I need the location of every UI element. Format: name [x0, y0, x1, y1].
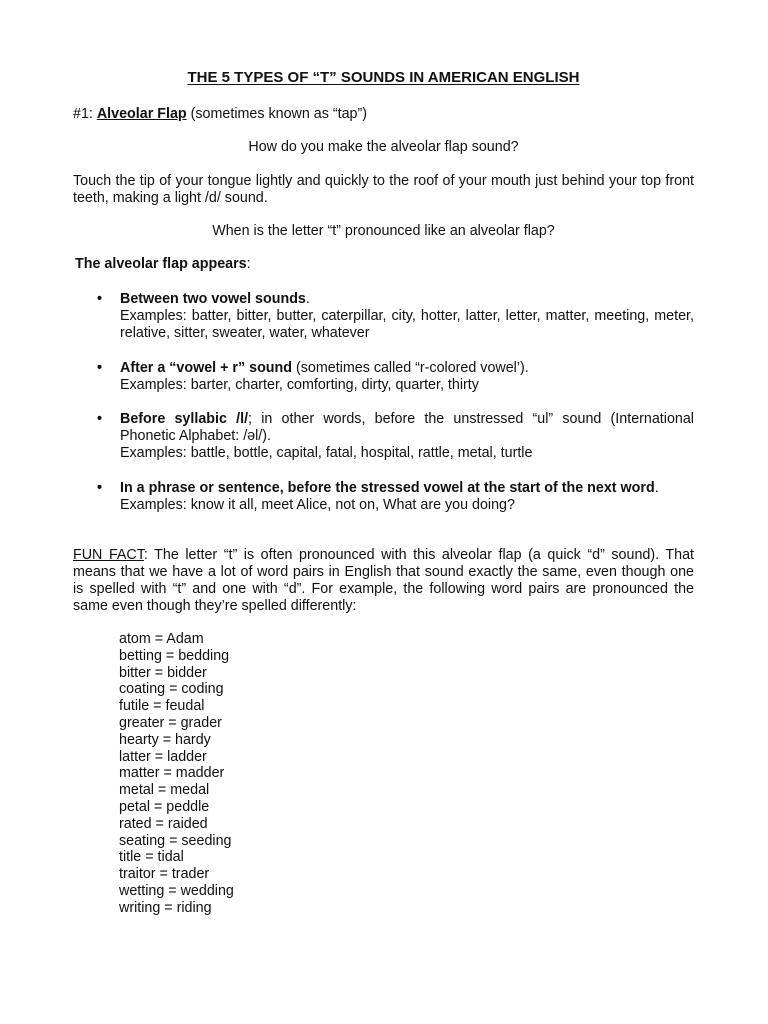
question-how: How do you make the alveolar flap sound?: [248, 139, 519, 155]
section-number: #1:: [73, 106, 97, 122]
bullet-body: [120, 480, 694, 514]
section-note: (sometimes known as “tap”): [186, 106, 368, 122]
list-item: hearty = hardy: [119, 731, 211, 748]
list-item: coating = coding: [119, 681, 224, 698]
list-item: bitter = bidder: [119, 664, 207, 681]
bullet-lead: After a “vowel + r” sound: [120, 360, 292, 376]
bullet-examples: Examples: battle, bottle, capital, fatal, hospital, rattle, metal, turtle: [120, 445, 533, 461]
bullet-lead: Between two vowel sounds: [120, 291, 306, 307]
list-item: latter = ladder: [119, 748, 207, 765]
list-item: traitor = trader: [119, 866, 210, 883]
appears-heading-colon: :: [246, 256, 251, 272]
fun-fact-text: : The letter “t” is often pronounced with this alveolar flap (a quick “d” sound). That means that we have a lot of word pairs in English that sound exactly the same, even though one is spelled with “t” and one with “d”. For example, the following word pairs are pronounced the same even though they’re spelled differently:: [73, 547, 694, 614]
list-item: wetting = wedding: [119, 882, 234, 899]
list-item: matter = madder: [119, 765, 225, 782]
list-item: seating = seeding: [119, 832, 232, 849]
list-item: petal = peddle: [119, 798, 210, 815]
bullet-rest: .: [654, 480, 659, 496]
question-when: When is the letter “t” pronounced like an alveolar flap?: [212, 223, 555, 239]
appears-heading-bold: The alveolar flap appears: [75, 256, 247, 272]
list-item: greater = grader: [119, 714, 222, 731]
bullet-rest: ; in other words, before the unstressed “ul” sound (International Phonetic Alphabet: /əl/).: [120, 411, 694, 444]
list-item: metal = medal: [119, 782, 210, 799]
bullet-rest: .: [305, 291, 310, 307]
list-item: rated = raided: [119, 815, 208, 832]
appears-heading: [75, 256, 251, 273]
bullet-dot: •: [97, 411, 103, 427]
bullet-examples: Examples: barter, charter, comforting, dirty, quarter, thirty: [120, 377, 479, 393]
document-page: [73, 0, 694, 1024]
word-pair-list: [119, 631, 234, 917]
list-item: atom = Adam: [119, 631, 204, 647]
page-title: THE 5 TYPES OF “T” SOUNDS IN AMERICAN ENGLISH: [187, 69, 580, 86]
bullet-body: [120, 291, 694, 342]
list-item: title = tidal: [119, 849, 184, 866]
fun-fact-label: FUN FACT: [73, 547, 144, 563]
bullet-body: [120, 360, 694, 394]
bullet-body: [120, 411, 694, 462]
list-item: betting = bedding: [119, 647, 230, 664]
bullet-dot: •: [97, 291, 103, 307]
fun-fact-paragraph: [73, 547, 694, 615]
bullet-examples: Examples: know it all, meet Alice, not on, What are you doing?: [120, 497, 515, 513]
bullet-dot: •: [97, 480, 103, 496]
bullet-rest: (sometimes called “r-colored vowel’).: [292, 360, 529, 376]
bullet-lead: In a phrase or sentence, before the stressed vowel at the start of the next word: [120, 480, 655, 496]
bullet-dot: •: [97, 360, 103, 376]
section-term: Alveolar Flap: [96, 106, 187, 122]
list-item: writing = riding: [119, 899, 212, 916]
bullet-lead: Before syllabic /l/: [120, 411, 249, 427]
answer-how: Touch the tip of your tongue lightly and quickly to the roof of your mouth just behind your top front teeth, making a light /d/ sound.: [73, 173, 694, 206]
section-heading: [73, 106, 367, 123]
bullet-examples: Examples: batter, bitter, butter, caterpillar, city, hotter, latter, letter, matter, meeting, meter, relative, sitter, sweater, water, whatever: [120, 308, 694, 341]
list-item: futile = feudal: [119, 698, 205, 715]
